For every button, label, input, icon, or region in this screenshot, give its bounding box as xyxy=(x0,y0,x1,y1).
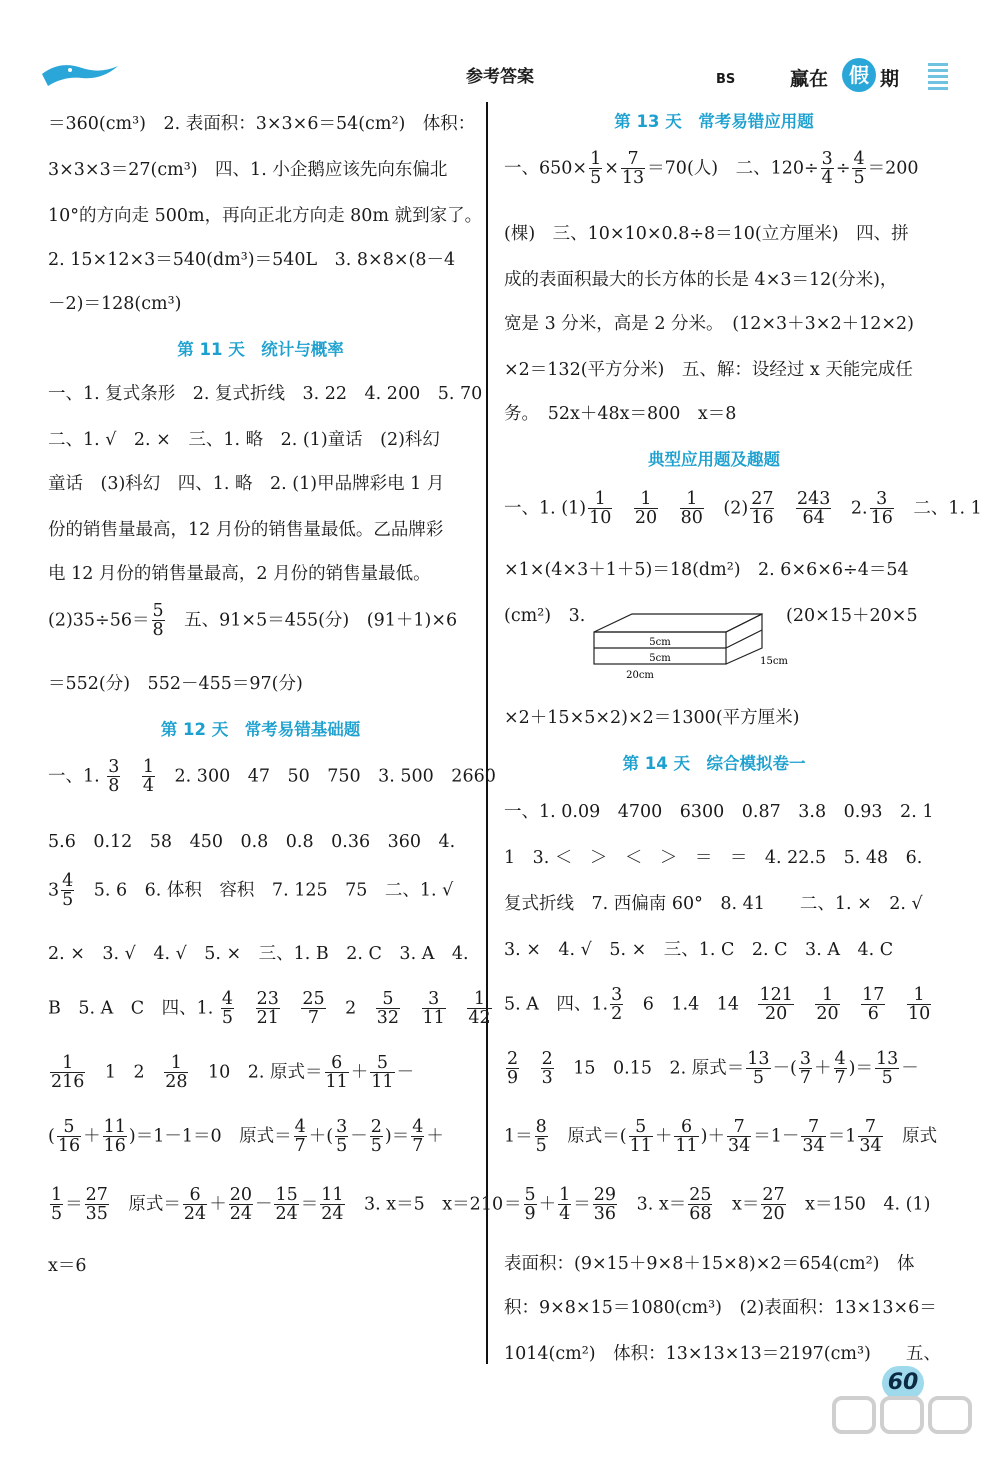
column-divider xyxy=(486,102,488,1364)
text-line: 一、1. 复式条形 2. 复式折线 3. 22 4. 200 5. 70 xyxy=(48,384,483,404)
text-line: 二、1. √ 2. × 三、1. 略 2. (1)童话 (2)科幻 xyxy=(48,430,440,450)
text-line: 一、1. (1) $\frac{1}{10}$ $\frac{1}{20}$ $\frac{1}{80}$ (2) $\frac{27}{16}$ $\frac{243}{64}$ 2. $\frac{3}{16}$ 二、1. 1 xyxy=(504,489,982,529)
text-line: ×1×(4×3＋1＋5)＝18(dm²) 2. 6×6×6÷4＝54 xyxy=(504,560,909,580)
text-line: ＝360(cm³) 2. 表面积：3×3×6＝54(cm²) 体积： xyxy=(48,114,476,134)
text-line: 3×3×3＝27(cm³) 四、1. 小企鹅应该先向东偏北 xyxy=(48,160,448,180)
text-line xyxy=(48,758,496,796)
text-line: 电 12 月份的销售量最高，2 月份的销售量最低。 xyxy=(48,564,431,584)
page-number: 60 xyxy=(882,1366,924,1400)
text-segment: (2) xyxy=(723,498,749,519)
text-segment: B 5. A C 四、1. xyxy=(48,998,219,1019)
section-heading: 第 14 天 综合模拟卷一 xyxy=(622,754,806,773)
text-line: 积：9×8×15＝1080(cm³) (2)表面积：13×13×6＝ xyxy=(504,1298,937,1318)
text-segment: (2)35÷56＝ xyxy=(48,610,150,631)
text-line: 10°的方向走 500m，再向正北方向走 80m 就到家了。 xyxy=(48,206,483,226)
text-segment: 1＝ xyxy=(504,1126,533,1147)
brand-logo xyxy=(790,58,930,94)
watermark xyxy=(828,1392,978,1470)
text-line: 1 3. ＜ ＞ ＜ ＞ ＝ ＝ 4. 22.5 5. 48 6. xyxy=(504,848,923,868)
text-line: ＝552(分) 552－455＝97(分) xyxy=(48,674,303,694)
section-heading: 第 12 天 常考易错基础题 xyxy=(160,720,361,739)
text-line: 份的销售量最高，12 月份的销售量最低。乙品牌彩 xyxy=(48,520,444,540)
text-line: ×2＋15×5×2)×2＝1300(平方厘米) xyxy=(504,708,800,728)
text-segment: ＝1－1＝0 原式＝ xyxy=(135,1126,292,1147)
text-segment: 一、650× xyxy=(504,158,588,179)
text-segment: ＝1－ xyxy=(753,1126,800,1147)
text-line: －2)＝128(cm³) xyxy=(48,294,182,314)
text-segment: 二、1. 1 xyxy=(913,498,982,519)
watermark-icon xyxy=(828,1392,978,1436)
text-line: 表面积：(9×15＋9×8＋15×8)×2＝654(cm²) 体 xyxy=(504,1254,915,1274)
text-segment: 3. x＝ xyxy=(636,1194,687,1215)
brand-mid: 假 xyxy=(842,58,876,92)
text-segment: 1 2 xyxy=(104,1062,145,1083)
figure-label: 5cm xyxy=(649,653,671,664)
text-segment: 5. 6 6. 体积 容积 7. 125 75 二、1. √ xyxy=(76,880,454,901)
text-segment: 2. 300 47 50 750 3. 500 2660 xyxy=(157,766,496,787)
text-line: $\frac{1}{216}$ 1 2 $\frac{1}{28}$ 10 2. 原式＝ $\frac{6}{11}$ ＋ $\frac{5}{11}$ － xyxy=(51,1053,415,1093)
text-line: (棵) 三、10×10×0.8÷8＝10(立方厘米) 四、拼 xyxy=(504,224,909,244)
text-line: ( $\frac{5}{16}$ ＋ $\frac{11}{16}$ )＝1－1＝0 原式＝ $\frac{4}{7}$ ＋( $\frac{3}{5}$ － $\frac{2}{5}$ )＝ $\frac{4}{7}$ ＋ xyxy=(48,1117,444,1157)
text-line: 5.6 0.12 58 450 0.8 0.8 0.36 360 4. xyxy=(48,832,456,852)
text-line: (cm²) 3. xyxy=(504,606,586,626)
text-line: 童话 (3)科幻 四、1. 略 2. (1)甲品牌彩电 1 月 xyxy=(48,474,445,494)
text-line: 一、650× $\frac{1}{5}$ × $\frac{7}{13}$ ＝70(人) 二、120÷ $\frac{3}{4}$ ÷ $\frac{4}{5}$ ＝200 xyxy=(504,149,919,189)
text-line: x＝6 xyxy=(48,1256,87,1276)
fraction: $\frac{3}{8}$ xyxy=(108,757,120,797)
text-line: 5. A 四、1. $\frac{3}{2}$ 6 1.4 14 $\frac{121}{20}$ $\frac{1}{20}$ $\frac{17}{6}$ $\frac{1}{10}$ xyxy=(504,985,931,1025)
text-segment: 5. A 四、1. xyxy=(504,994,609,1015)
text-line: 务。 52x＋48x＝800 x＝8 xyxy=(504,404,737,424)
fraction: $\frac{5}{8}$ xyxy=(152,601,164,641)
text-segment: ＝70(人) 二、120÷ xyxy=(647,158,819,179)
figure-label: 15cm xyxy=(760,656,788,667)
text-segment: 原式 xyxy=(902,1126,938,1147)
text-segment: 2. xyxy=(850,498,868,519)
section-heading: 典型应用题及趣题 xyxy=(648,450,780,469)
fraction: $\frac{4}{5}$ xyxy=(62,871,74,911)
text-line: ×2＝132(平方分米) 五、解：设经过 x 天能完成任 xyxy=(504,360,913,380)
text-line: (20×15＋20×5 xyxy=(786,606,918,626)
text-line: 3. × 4. √ 5. × 三、1. C 2. C 3. A 4. C xyxy=(504,940,894,960)
text-line: 成的表面积最大的长方体的长是 4×3＝12(分米)， xyxy=(504,270,898,290)
text-segment: 6 1.4 14 xyxy=(642,994,739,1015)
section-heading: 第 11 天 统计与概率 xyxy=(177,340,344,359)
text-segment: 一、1. (1) xyxy=(504,498,587,519)
text-line: 1＝ $\frac{8}{5}$ 原式＝( $\frac{5}{11}$ ＋ $\frac{6}{11}$ )＋ $\frac{7}{34}$ ＝1－ $\frac{7}{34}$ ＝1 $\frac{7}{34}$ 原式 xyxy=(504,1117,938,1157)
text-segment: 3. x＝5 x＝210 xyxy=(364,1194,504,1215)
text-segment: 一、1. xyxy=(48,766,106,787)
text-line: B 5. A C 四、1. $\frac{4}{5}$ $\frac{23}{21}$ $\frac{25}{7}$ 2 $\frac{5}{32}$ $\frac{3}{11}$ $\frac{1}{42}$ xyxy=(48,989,491,1029)
text-segment: 原式＝ xyxy=(128,1194,181,1215)
fraction: $\frac{1}{4}$ xyxy=(142,757,155,797)
cuboid-figure xyxy=(586,604,796,684)
text-line: 宽是 3 分米，高是 2 分米。 (12×3＋3×2＋12×2) xyxy=(504,314,914,334)
text-line: ＝ $\frac{5}{9}$ ＋ $\frac{1}{4}$ ＝ $\frac{29}{36}$ 3. x＝ $\frac{25}{68}$ x＝ $\frac{27}{20}$ x＝150 4. (1) xyxy=(504,1185,931,1225)
edition-label: BS xyxy=(716,72,736,87)
text-line xyxy=(48,602,457,640)
page-title: 参考答案 xyxy=(466,67,534,87)
text-segment: 3 xyxy=(48,880,60,901)
text-line xyxy=(48,872,453,910)
text-segment: ＝200 xyxy=(867,158,919,179)
text-segment: 10 2. 原式＝ xyxy=(207,1062,323,1083)
text-line: 2. × 3. √ 4. √ 5. × 三、1. B 2. C 3. A 4. xyxy=(48,944,469,964)
text-segment: ＝ xyxy=(504,1194,522,1215)
text-segment: 15 0.15 2. 原式＝ xyxy=(573,1058,745,1079)
text-segment: 原式＝ xyxy=(567,1126,620,1147)
brand-right: 期 xyxy=(880,68,900,90)
text-line: $\frac{2}{9}$ $\frac{2}{3}$ 15 0.15 2. 原式＝ $\frac{13}{5}$ －( $\frac{3}{7}$ ＋ $\frac{4}{7}$ )＝ $\frac{13}{5}$ － xyxy=(507,1049,919,1089)
decorative-stripes xyxy=(928,62,948,90)
text-line: 复式折线 7. 西偏南 60° 8. 41 二、1. × 2. √ xyxy=(504,894,923,914)
figure-label: 20cm xyxy=(626,670,654,681)
text-segment: x＝ xyxy=(731,1194,760,1215)
text-line: $\frac{1}{5}$ ＝ $\frac{27}{35}$ 原式＝ $\frac{6}{24}$ ＋ $\frac{20}{24}$ － $\frac{15}{24}$ ＝ $\frac{11}{24}$ 3. x＝5 x＝210 xyxy=(51,1185,504,1225)
text-line: 一、1. 0.09 4700 6300 0.87 3.8 0.93 2. 1 xyxy=(504,802,934,822)
section-heading: 第 13 天 常考易错应用题 xyxy=(614,112,814,131)
text-line: 2. 15×12×3＝540(dm³)＝540L 3. 8×8×(8－4 xyxy=(48,250,456,270)
text-segment: 五、91×5＝455(分) (91＋1)×6 xyxy=(166,610,458,631)
text-segment: x＝150 4. (1) xyxy=(805,1194,931,1215)
brand-left: 赢在 xyxy=(790,68,829,90)
figure-label: 5cm xyxy=(649,637,671,648)
text-line: 1014(cm²) 体积：13×13×13＝2197(cm³) 五、 xyxy=(504,1344,941,1364)
